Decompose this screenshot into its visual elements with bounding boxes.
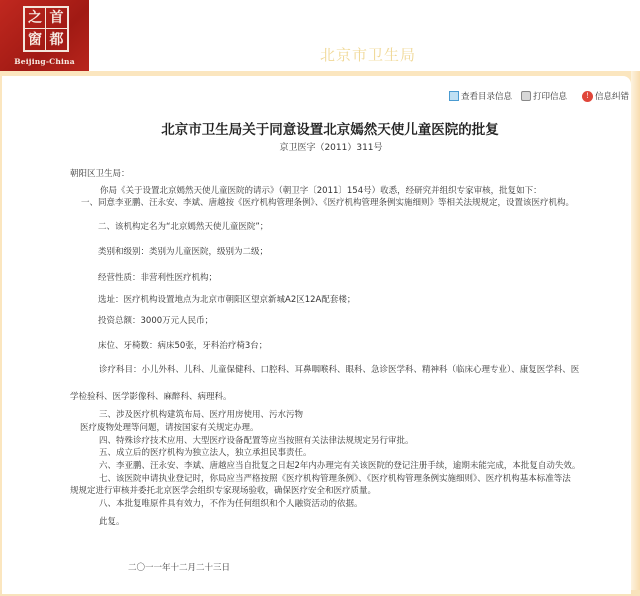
print-button[interactable] [521, 90, 567, 102]
document-toolbar [449, 90, 638, 102]
paragraph: 学检验科、医学影像科、麻醉科、病理科。 [70, 392, 232, 402]
document-number: 京卫医字（2011）311号 [279, 143, 383, 153]
paragraph: 二、该机构定名为“北京嫣然天使儿童医院”； [98, 222, 269, 232]
paragraph: 医疗废物处理等问题，请按国家有关规定办理。 [80, 423, 259, 433]
paragraph: 八、本批复唯原件具有效力，不作为任何组织和个人融资活动的依据。 [99, 499, 363, 509]
paragraph: 经营性质：非营利性医疗机构； [98, 273, 218, 283]
report-error-label: 信息纠错 [595, 92, 630, 102]
logo-char: 之 [25, 8, 46, 29]
paragraph: 选址：医疗机构设置地点为北京市朝阳区望京新城A2区12A配套楼； [98, 295, 356, 305]
logo-char: 窗 [25, 29, 46, 50]
paragraph: 类别和级别：类别为儿童医院，级别为二级； [98, 247, 269, 257]
beijing-china-logo[interactable] [0, 0, 89, 71]
paragraph: 诊疗科目：小儿外科、儿科、儿童保健科、口腔科、耳鼻咽喉科、眼科、急诊医学科、精神科（临床心理专业）、康复医学科、医 [99, 365, 580, 375]
catalog-icon [449, 91, 459, 101]
paragraph: 三、涉及医疗机构建筑布局、医疗用房使用、污水污物 [99, 410, 304, 420]
view-catalog-label: 查看目录信息 [461, 92, 513, 102]
site-header [0, 0, 640, 72]
paragraph: 四、特殊诊疗技术应用、大型医疗设备配置等应当按照有关法律法规规定另行审批。 [99, 436, 414, 446]
site-title: 北京市卫生局 [320, 46, 417, 64]
paragraph: 床位、牙椅数：病床50张，牙科治疗椅3台； [98, 341, 268, 351]
printer-icon [521, 91, 531, 101]
paragraph: 投资总额：3000万元人民币； [98, 316, 214, 326]
logo-emblem [23, 6, 69, 52]
paragraph: 你局《关于设置北京嫣然天使儿童医院的请示》（朝卫字〔2011〕154号）收悉，经研究并组织专家审核，批复如下： [100, 186, 542, 196]
paragraph: 六、李亚鹏、汪永安、李斌、唐越应当自批复之日起2年内办理完有关该医院的登记注册手续，逾期未能完成，本批复自动失效。 [99, 461, 581, 471]
paragraph: 七、该医院申请执业登记时，你局应当严格按照《医疗机构管理条例》、《医疗机构管理条例实施细则》、医疗机构基本标准等法 [99, 474, 571, 484]
document-title: 北京市卫生局关于同意设置北京嫣然天使儿童医院的批复 [161, 122, 499, 138]
logo-subtitle: Beijing-China [14, 57, 75, 66]
addressee: 朝阳区卫生局： [70, 169, 130, 179]
print-label: 打印信息 [533, 92, 568, 102]
view-catalog-button[interactable] [449, 90, 512, 102]
paragraph: 规规定进行审核并委托北京医学会组织专家现场验收，确保医疗安全和医疗质量。 [70, 486, 377, 496]
logo-char: 都 [49, 31, 64, 48]
error-alert-icon: ! [582, 91, 593, 102]
document-date: 二〇一一年十二月二十三日 [128, 563, 231, 573]
report-error-button[interactable] [582, 90, 629, 102]
logo-char: 首 [46, 8, 67, 29]
document-panel [2, 76, 631, 594]
paragraph: 五、成立后的医疗机构为独立法人，独立承担民事责任。 [99, 448, 312, 458]
closing: 此复。 [99, 517, 125, 527]
paragraph: 一、同意李亚鹏、汪永安、李斌、唐越按《医疗机构管理条例》、《医疗机构管理条例实施细则》等相关法规规定，设置该医疗机构。 [81, 198, 575, 208]
